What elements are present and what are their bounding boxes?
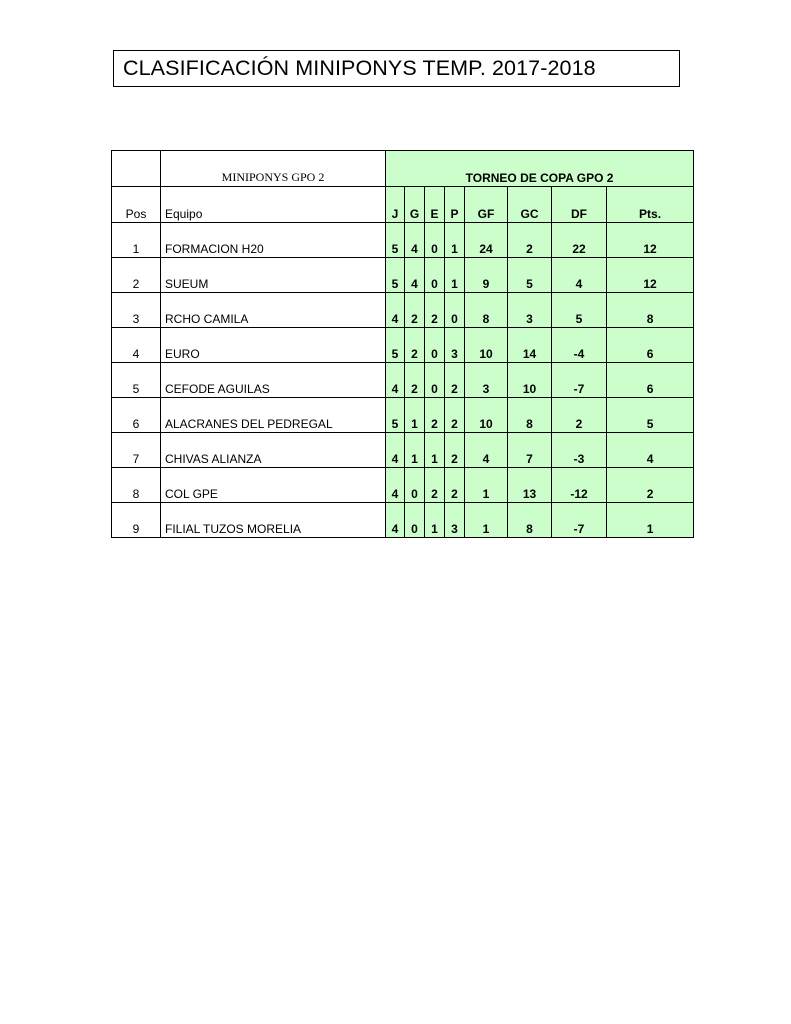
table-row: [112, 468, 694, 503]
cell-team: COL GPE: [161, 468, 386, 503]
cell-gf: 3: [465, 363, 508, 398]
cell-e: 1: [425, 503, 445, 538]
cell-j: 4: [386, 363, 405, 398]
cell-j: 4: [386, 433, 405, 468]
cell-pts: 12: [607, 258, 694, 293]
group-header-row: [112, 151, 694, 187]
cell-e: 1: [425, 433, 445, 468]
column-header-gc: GC: [508, 187, 552, 223]
cell-df: 22: [552, 223, 607, 258]
cell-gc: 8: [508, 398, 552, 433]
cell-df: 5: [552, 293, 607, 328]
cell-p: 3: [445, 503, 465, 538]
cell-df: -7: [552, 503, 607, 538]
page-title: CLASIFICACIÓN MINIPONYS TEMP. 2017-2018: [113, 50, 680, 87]
cell-p: 2: [445, 433, 465, 468]
cell-team: ALACRANES DEL PEDREGAL: [161, 398, 386, 433]
cell-g: 2: [405, 328, 425, 363]
cell-gf: 9: [465, 258, 508, 293]
standings-table: [111, 150, 694, 538]
cell-pts: 2: [607, 468, 694, 503]
cell-e: 2: [425, 468, 445, 503]
cell-pts: 6: [607, 328, 694, 363]
cell-e: 0: [425, 363, 445, 398]
cell-gc: 7: [508, 433, 552, 468]
cell-gc: 10: [508, 363, 552, 398]
cell-j: 5: [386, 258, 405, 293]
column-header-e: E: [425, 187, 445, 223]
column-header-df: DF: [552, 187, 607, 223]
cell-pts: 1: [607, 503, 694, 538]
cell-g: 1: [405, 398, 425, 433]
cell-g: 4: [405, 223, 425, 258]
cell-g: 1: [405, 433, 425, 468]
column-header-pts: Pts.: [607, 187, 694, 223]
cell-p: 3: [445, 328, 465, 363]
cell-pos: 5: [112, 363, 161, 398]
table-row: [112, 258, 694, 293]
column-header-j: J: [386, 187, 405, 223]
cell-gc: 3: [508, 293, 552, 328]
cell-team: RCHO CAMILA: [161, 293, 386, 328]
table-row: [112, 363, 694, 398]
cell-j: 4: [386, 503, 405, 538]
column-header-gf: GF: [465, 187, 508, 223]
column-header-row: [112, 187, 694, 223]
cell-g: 2: [405, 363, 425, 398]
cell-j: 5: [386, 223, 405, 258]
cell-pts: 6: [607, 363, 694, 398]
cell-pos: 8: [112, 468, 161, 503]
column-header-team: Equipo: [161, 187, 386, 223]
cell-p: 1: [445, 258, 465, 293]
cell-p: 2: [445, 363, 465, 398]
cell-pts: 5: [607, 398, 694, 433]
cell-pos: 1: [112, 223, 161, 258]
cell-gc: 5: [508, 258, 552, 293]
table-row: [112, 433, 694, 468]
table-row: [112, 293, 694, 328]
cell-pos: 6: [112, 398, 161, 433]
cell-df: 2: [552, 398, 607, 433]
cell-e: 2: [425, 398, 445, 433]
cell-pos: 3: [112, 293, 161, 328]
cell-df: 4: [552, 258, 607, 293]
cell-team: EURO: [161, 328, 386, 363]
cell-e: 0: [425, 258, 445, 293]
cell-team: SUEUM: [161, 258, 386, 293]
cell-pts: 12: [607, 223, 694, 258]
cell-g: 0: [405, 468, 425, 503]
cell-gc: 14: [508, 328, 552, 363]
cell-gc: 13: [508, 468, 552, 503]
cell-p: 2: [445, 468, 465, 503]
cell-df: -4: [552, 328, 607, 363]
cell-j: 5: [386, 328, 405, 363]
cell-e: 0: [425, 328, 445, 363]
cell-gf: 1: [465, 503, 508, 538]
cell-g: 4: [405, 258, 425, 293]
cell-team: CHIVAS ALIANZA: [161, 433, 386, 468]
cell-gf: 24: [465, 223, 508, 258]
cell-p: 0: [445, 293, 465, 328]
cell-pos: 4: [112, 328, 161, 363]
cell-g: 0: [405, 503, 425, 538]
cell-df: -3: [552, 433, 607, 468]
cell-gf: 4: [465, 433, 508, 468]
cell-j: 4: [386, 468, 405, 503]
cell-j: 5: [386, 398, 405, 433]
empty-corner-cell: [112, 151, 161, 187]
cell-gf: 10: [465, 398, 508, 433]
table-row: [112, 503, 694, 538]
column-header-p: P: [445, 187, 465, 223]
cell-pos: 7: [112, 433, 161, 468]
cell-gc: 2: [508, 223, 552, 258]
column-header-pos: Pos: [112, 187, 161, 223]
table-row: [112, 328, 694, 363]
cell-p: 2: [445, 398, 465, 433]
cell-team: FILIAL TUZOS MORELIA: [161, 503, 386, 538]
cell-gf: 8: [465, 293, 508, 328]
cell-df: -12: [552, 468, 607, 503]
tournament-title: TORNEO DE COPA GPO 2: [386, 151, 694, 187]
cell-gf: 10: [465, 328, 508, 363]
cell-df: -7: [552, 363, 607, 398]
group-name: MINIPONYS GPO 2: [161, 151, 386, 187]
cell-e: 0: [425, 223, 445, 258]
cell-gc: 8: [508, 503, 552, 538]
cell-g: 2: [405, 293, 425, 328]
cell-gf: 1: [465, 468, 508, 503]
cell-pos: 9: [112, 503, 161, 538]
cell-pts: 4: [607, 433, 694, 468]
column-header-g: G: [405, 187, 425, 223]
table-row: [112, 398, 694, 433]
cell-j: 4: [386, 293, 405, 328]
cell-team: CEFODE AGUILAS: [161, 363, 386, 398]
cell-pos: 2: [112, 258, 161, 293]
cell-p: 1: [445, 223, 465, 258]
table-row: [112, 223, 694, 258]
cell-pts: 8: [607, 293, 694, 328]
cell-e: 2: [425, 293, 445, 328]
cell-team: FORMACION H20: [161, 223, 386, 258]
